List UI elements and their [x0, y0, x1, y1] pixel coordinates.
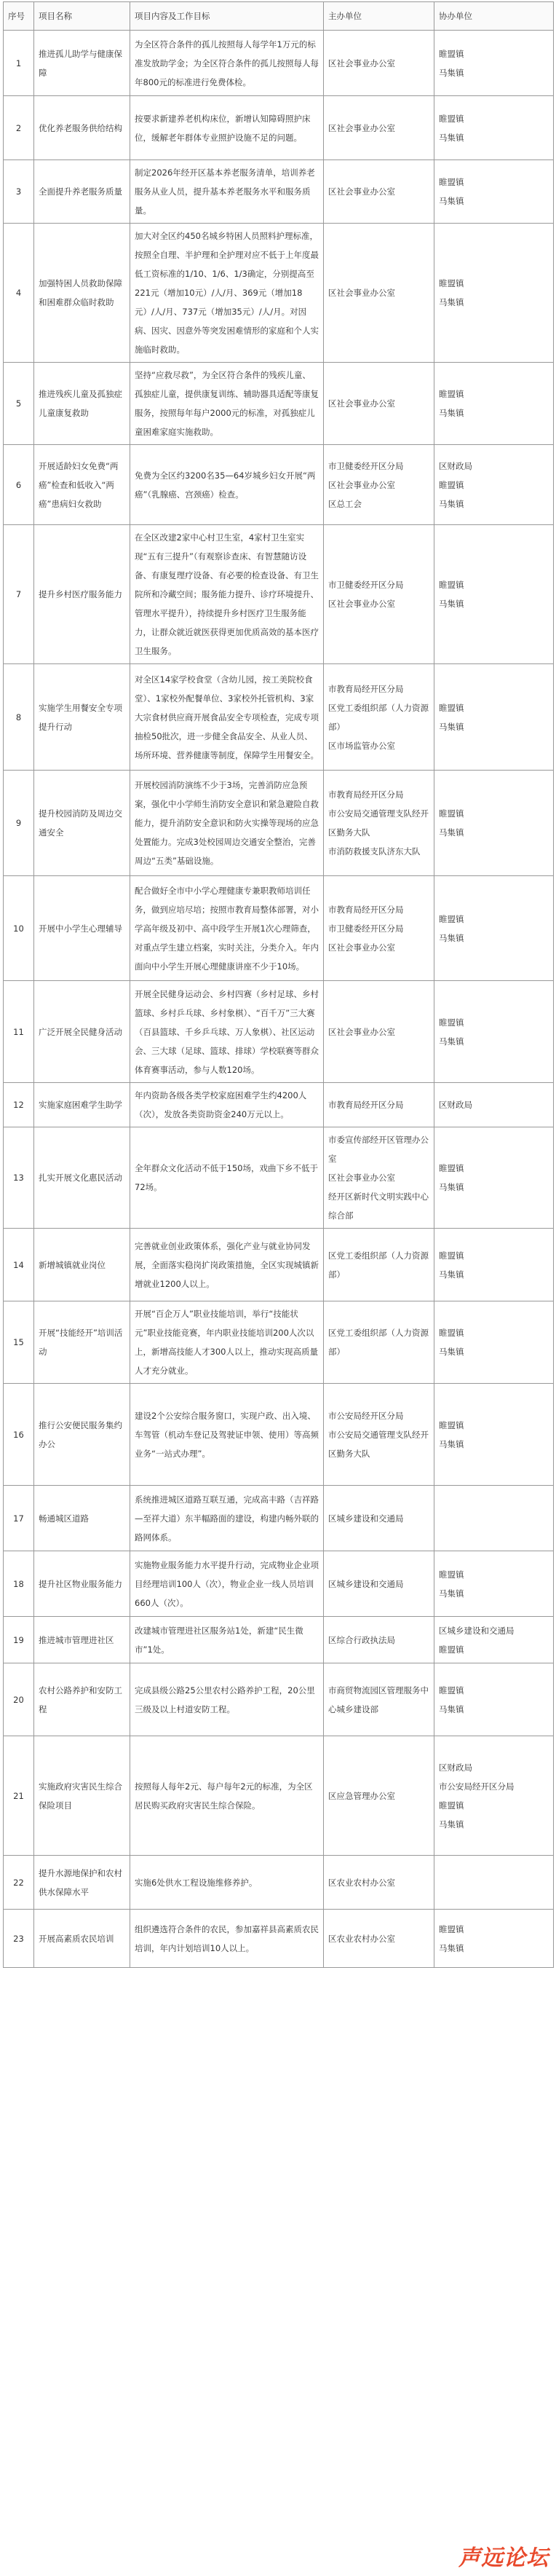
row-assist	[434, 363, 554, 445]
assist-unit: 马集镇	[439, 827, 464, 838]
row-lead	[324, 160, 434, 224]
lead-unit: 区社会事业办公室	[328, 479, 395, 490]
assist-unit: 马集镇	[439, 67, 464, 78]
row-lead	[324, 1856, 434, 1910]
table-row	[4, 876, 554, 981]
row-name: 提升水源地保护和农村供水保障水平	[34, 1856, 130, 1910]
row-assist	[434, 1617, 554, 1663]
table-row	[4, 1736, 554, 1856]
row-lead	[324, 445, 434, 525]
row-name: 推进孤儿助学与健康保障	[34, 31, 130, 96]
row-assist	[434, 1736, 554, 1856]
lead-unit: 区市场监管办公室	[328, 740, 395, 751]
row-assist	[434, 1127, 554, 1229]
row-assist	[434, 1301, 554, 1384]
row-name: 加强特困人员救助保障和困难群众临时救助	[34, 224, 130, 363]
row-no: 21	[4, 1736, 34, 1856]
row-content: 系统推进城区道路互联互通，完成高丰路（吉祥路—至祥大道）东半幅路面的建设，构建内畅外联的路网体系。	[130, 1486, 324, 1551]
row-name: 优化养老服务供给结构	[34, 96, 130, 160]
assist-unit: 睢盟镇	[439, 113, 464, 124]
row-assist	[434, 31, 554, 96]
lead-unit: 区党工委组织部（人力资源部）	[328, 1328, 429, 1357]
row-lead	[324, 224, 434, 363]
header-content: 项目内容及工作目标	[130, 2, 324, 31]
row-lead	[324, 1910, 434, 1968]
assist-unit: 睢盟镇	[439, 389, 464, 399]
lead-unit: 市商贸物流园区管理服务中心城乡建设部	[328, 1685, 429, 1714]
assist-unit: 马集镇	[439, 599, 464, 609]
lead-unit: 区社会事业办公室	[328, 1026, 395, 1037]
row-content: 坚持“应救尽救”，为全区符合条件的残疾儿童、孤独症儿童，提供康复训练、辅助器具适配等康复服务，按照每年每户2000元的标准，对孤独症儿童困难家庭实施救助。	[130, 363, 324, 445]
row-no: 7	[4, 525, 34, 664]
row-no: 9	[4, 771, 34, 876]
table-row	[4, 1856, 554, 1910]
row-lead	[324, 876, 434, 981]
row-no: 1	[4, 31, 34, 96]
row-lead	[324, 664, 434, 771]
row-lead	[324, 1617, 434, 1663]
row-no: 10	[4, 876, 34, 981]
lead-unit: 市卫健委经开区分局	[328, 923, 404, 934]
row-content: 按照每人每年2元、每户每年2元的标准，为全区居民购买政府灾害民生综合保险。	[130, 1736, 324, 1856]
row-lead	[324, 31, 434, 96]
row-lead	[324, 1301, 434, 1384]
row-assist	[434, 1083, 554, 1127]
row-no: 5	[4, 363, 34, 445]
watermark-logo: 声远论坛	[458, 2545, 549, 2571]
assist-unit: 马集镇	[439, 1588, 464, 1599]
assist-unit: 区财政局	[439, 460, 472, 471]
row-no: 3	[4, 160, 34, 224]
table-row	[4, 1551, 554, 1617]
row-name: 提升校园消防及周边交通安全	[34, 771, 130, 876]
row-no: 18	[4, 1551, 34, 1617]
row-lead	[324, 1551, 434, 1617]
row-name: 实施家庭困难学生助学	[34, 1083, 130, 1127]
row-assist	[434, 96, 554, 160]
row-assist	[434, 160, 554, 224]
assist-unit: 睢盟镇	[439, 1250, 464, 1261]
row-name: 提升乡村医疗服务能力	[34, 525, 130, 664]
assist-unit: 马集镇	[439, 297, 464, 307]
row-name: 推进残疾儿童及孤独症儿童康复救助	[34, 363, 130, 445]
lead-unit: 区社会事业办公室	[328, 58, 395, 68]
lead-unit: 市卫健委经开区分局	[328, 580, 404, 590]
row-content: 为全区符合条件的孤儿按照每人每学年1万元的标准发放助学金；为全区符合条件的孤儿按照每人每年800元的标准进行免费体检。	[130, 31, 324, 96]
lead-unit: 市教育局经开区分局	[328, 683, 404, 694]
assist-unit: 马集镇	[439, 721, 464, 732]
row-content: 在全区改建2家中心村卫生室，4家村卫生室实现“五有三提升”（有观察诊查床、有智慧随访设备、有康复理疗设备、有必要的检查设备、有卫生院所和冷藏空间；服务能力提升、诊疗环境提升、管理水平提升），持续提升乡村医疗卫生服务能力，让群众就近就医获得更加优质高效的基本医疗卫生服务。	[130, 525, 324, 664]
row-content: 改建城市管理进社区服务站1处，新建“民生微市”1处。	[130, 1617, 324, 1663]
lead-unit: 区社会事业办公室	[328, 288, 395, 298]
row-name: 全面提升养老服务质量	[34, 160, 130, 224]
row-name: 广泛开展全民健身活动	[34, 981, 130, 1083]
table-row	[4, 31, 554, 96]
header-no: 序号	[4, 2, 34, 31]
row-lead	[324, 981, 434, 1083]
row-assist	[434, 1910, 554, 1968]
row-no: 12	[4, 1083, 34, 1127]
assist-unit: 睢盟镇	[439, 1569, 464, 1580]
row-assist	[434, 525, 554, 664]
row-lead	[324, 96, 434, 160]
assist-unit: 睢盟镇	[439, 1419, 464, 1430]
row-content: 按要求新建养老机构床位，新增认知障碍照护床位，缓解老年群体专业照护设施不足的问题。	[130, 96, 324, 160]
row-name: 开展“技能经开”培训活动	[34, 1301, 130, 1384]
project-table	[3, 1, 554, 1968]
row-lead	[324, 1486, 434, 1551]
table-row	[4, 664, 554, 771]
table-row	[4, 224, 554, 363]
assist-unit: 马集镇	[439, 132, 464, 143]
lead-unit: 经开区新时代文明实践中心综合部	[328, 1192, 429, 1221]
row-assist	[434, 1856, 554, 1910]
row-no: 22	[4, 1856, 34, 1910]
assist-unit: 马集镇	[439, 1347, 464, 1357]
assist-unit: 马集镇	[439, 1819, 464, 1829]
lead-unit: 区农业农村办公室	[328, 1877, 395, 1888]
row-content: 完成县级公路25公里农村公路养护工程，20公里三级及以上村道安防工程。	[130, 1663, 324, 1736]
row-name: 畅通城区道路	[34, 1486, 130, 1551]
row-content: 组织遴选符合条件的农民，参加嘉祥县高素质农民培训，年内计划培训10人以上。	[130, 1910, 324, 1968]
row-no: 13	[4, 1127, 34, 1229]
row-lead	[324, 1229, 434, 1301]
table-body	[4, 31, 554, 1968]
assist-unit: 睢盟镇	[439, 1644, 464, 1655]
row-content: 完善就业创业政策体系，强化产业与就业协同发展，全面落实稳岗扩岗政策措施，全区实现城镇新增就业1200人以上。	[130, 1229, 324, 1301]
row-content: 开展“百企万人”职业技能培训，举行“技能状元”职业技能竞赛，年内职业技能培训200人次以上，新增高技能人才300人以上，推动实现高质量人才充分就业。	[130, 1301, 324, 1384]
assist-unit: 睢盟镇	[439, 1923, 464, 1934]
row-lead	[324, 1384, 434, 1486]
lead-unit: 区总工会	[328, 498, 362, 509]
row-assist	[434, 771, 554, 876]
lead-unit: 市公安局交通管理支队经开区勤务大队	[328, 808, 429, 838]
table-row	[4, 363, 554, 445]
row-content: 加大对全区约450名城乡特困人员照料护理标准，按照全自理、半护理和全护理对应不低于上年度最低工资标准的1/10、1/6、1/3确定，分别提高至221元（增加10元）/人/月、369元（增加18元）/人/月、737元（增加35元）/人/月。对因病、因灾、因意外等突发困难情形的家庭和个人实施临时救助。	[130, 224, 324, 363]
row-no: 20	[4, 1663, 34, 1736]
row-no: 17	[4, 1486, 34, 1551]
assist-unit: 睢盟镇	[439, 48, 464, 59]
row-lead	[324, 1083, 434, 1127]
assist-unit: 区城乡建设和交通局	[439, 1625, 515, 1636]
row-name: 新增城镇就业岗位	[34, 1229, 130, 1301]
row-no: 16	[4, 1384, 34, 1486]
table-header-row	[4, 2, 554, 31]
row-assist	[434, 1229, 554, 1301]
row-assist	[434, 445, 554, 525]
assist-unit: 马集镇	[439, 1438, 464, 1449]
table-row	[4, 1384, 554, 1486]
table-row	[4, 1229, 554, 1301]
row-lead	[324, 771, 434, 876]
row-name: 实施学生用餐安全专项提升行动	[34, 664, 130, 771]
header-assist: 协办单位	[434, 2, 554, 31]
lead-unit: 市消防救援支队济东大队	[328, 846, 421, 856]
row-content: 开展全民健身运动会、乡村四赛（乡村足球、乡村篮球、乡村乒乓球、乡村象棋）、“百千万”三大赛（百县篮球、千乡乒乓球、万人象棋）、社区运动会、三大球（足球、篮球、排球）学校联赛等群众体育赛事活动，参与人数120场。	[130, 981, 324, 1083]
row-no: 23	[4, 1910, 34, 1968]
row-content: 实施物业服务能力水平提升行动，完成物业企业项目经理培训100人（次），物业企业一线人员培训660人（次）。	[130, 1551, 324, 1617]
row-assist	[434, 1663, 554, 1736]
lead-unit: 区社会事业办公室	[328, 942, 395, 953]
header-name: 项目名称	[34, 2, 130, 31]
assist-unit: 马集镇	[439, 498, 464, 509]
row-assist	[434, 1384, 554, 1486]
table-row	[4, 981, 554, 1083]
row-content: 制定2026年经开区基本养老服务清单，培训养老服务从业人员，提升基本养老服务水平和服务质量。	[130, 160, 324, 224]
table-row	[4, 1617, 554, 1663]
row-name: 提升社区物业服务能力	[34, 1551, 130, 1617]
table-row	[4, 525, 554, 664]
row-assist	[434, 876, 554, 981]
table-row	[4, 1910, 554, 1968]
assist-unit: 区财政局	[439, 1762, 472, 1773]
row-no: 14	[4, 1229, 34, 1301]
table-row	[4, 1486, 554, 1551]
row-content: 配合做好全市中小学心理健康专兼职教师培训任务，做到应培尽培；按照市教育局整体部署，对小学高年级及初中、高中段学生开展1次心理筛查，对重点学生建立档案，实时关注，分类介入。年内面向中小学生开展心理健康讲座不少于10场。	[130, 876, 324, 981]
row-assist	[434, 1551, 554, 1617]
header-lead: 主办单位	[324, 2, 434, 31]
assist-unit: 睢盟镇	[439, 1163, 464, 1173]
lead-unit: 市教育局经开区分局	[328, 904, 404, 915]
lead-unit: 区社会事业办公室	[328, 122, 395, 133]
table-row	[4, 96, 554, 160]
lead-unit: 区党工委组织部（人力资源部）	[328, 702, 429, 732]
row-content: 建设2个公安综合服务窗口，实现户政、出入境、车驾管（机动车登记及驾驶证申领、使用）等高频业务“一站式办理”。	[130, 1384, 324, 1486]
lead-unit: 市委宣传部经开区管理办公室	[328, 1135, 429, 1164]
assist-unit: 市公安局经开区分局	[439, 1781, 515, 1792]
assist-unit: 睢盟镇	[439, 913, 464, 924]
row-name: 推进城市管理进社区	[34, 1617, 130, 1663]
lead-unit: 区社会事业办公室	[328, 599, 395, 609]
row-lead	[324, 1663, 434, 1736]
row-content: 免费为全区约3200名35—64岁城乡妇女开展“两癌”（乳腺癌、宫颈癌）检查。	[130, 445, 324, 525]
lead-unit: 区社会事业办公室	[328, 1173, 395, 1183]
assist-unit: 睢盟镇	[439, 1017, 464, 1028]
lead-unit: 市教育局经开区分局	[328, 789, 404, 800]
row-assist	[434, 1486, 554, 1551]
assist-unit: 马集镇	[439, 1942, 464, 1953]
assist-unit: 睢盟镇	[439, 808, 464, 819]
table-row	[4, 1663, 554, 1736]
row-name: 开展高素质农民培训	[34, 1910, 130, 1968]
row-no: 8	[4, 664, 34, 771]
table-row	[4, 1083, 554, 1127]
assist-unit: 睢盟镇	[439, 1328, 464, 1338]
row-name: 实施政府灾害民生综合保险项目	[34, 1736, 130, 1856]
lead-unit: 区农业农村办公室	[328, 1933, 395, 1944]
assist-unit: 睢盟镇	[439, 177, 464, 187]
assist-unit: 马集镇	[439, 1269, 464, 1280]
table-row	[4, 1301, 554, 1384]
row-no: 6	[4, 445, 34, 525]
table-row	[4, 160, 554, 224]
assist-unit: 马集镇	[439, 1703, 464, 1714]
lead-unit: 区城乡建设和交通局	[328, 1513, 404, 1524]
assist-unit: 睢盟镇	[439, 1685, 464, 1695]
assist-unit: 睢盟镇	[439, 702, 464, 713]
assist-unit: 马集镇	[439, 1036, 464, 1047]
row-no: 15	[4, 1301, 34, 1384]
row-assist	[434, 664, 554, 771]
table-row	[4, 1127, 554, 1229]
lead-unit: 市教育局经开区分局	[328, 1100, 404, 1110]
row-name: 开展适龄妇女免费“两癌”检查和低收入“两癌”患病妇女救助	[34, 445, 130, 525]
table-row	[4, 771, 554, 876]
row-name: 扎实开展文化惠民活动	[34, 1127, 130, 1229]
row-assist	[434, 981, 554, 1083]
row-lead	[324, 363, 434, 445]
lead-unit: 区应急管理办公室	[328, 1790, 395, 1801]
row-name: 开展中小学生心理辅导	[34, 876, 130, 981]
table-row	[4, 445, 554, 525]
row-content: 全年群众文化活动不低于150场，戏曲下乡不低于72场。	[130, 1127, 324, 1229]
row-content: 实施6处供水工程设施维修养护。	[130, 1856, 324, 1910]
lead-unit: 市公安局经开区分局	[328, 1410, 404, 1421]
lead-unit: 市公安局交通管理支队经开区勤务大队	[328, 1429, 429, 1459]
row-no: 4	[4, 224, 34, 363]
row-no: 11	[4, 981, 34, 1083]
row-no: 2	[4, 96, 34, 160]
assist-unit: 马集镇	[439, 1182, 464, 1192]
row-name: 推行公安便民服务集约办公	[34, 1384, 130, 1486]
assist-unit: 睢盟镇	[439, 479, 464, 490]
assist-unit: 睢盟镇	[439, 580, 464, 590]
row-assist	[434, 224, 554, 363]
row-lead	[324, 1127, 434, 1229]
assist-unit: 马集镇	[439, 196, 464, 206]
row-content: 年内资助各级各类学校家庭困难学生约4200人（次），发放各类资助资金240万元以上。	[130, 1083, 324, 1127]
lead-unit: 区综合行政执法局	[328, 1634, 395, 1645]
lead-unit: 区城乡建设和交通局	[328, 1578, 404, 1589]
assist-unit: 睢盟镇	[439, 278, 464, 288]
lead-unit: 区社会事业办公室	[328, 186, 395, 197]
row-content: 对全区14家学校食堂（含幼儿园，按工美院校食堂）、1家校外配餐单位、3家校外托管机构、3家大宗食材供应商开展食品安全专项检查，完成专项抽检50批次，进一步健全食品安全、从业人员、场所环境、营养健康等制度，保障学生用餐安全。	[130, 664, 324, 771]
assist-unit: 睢盟镇	[439, 1800, 464, 1811]
row-lead	[324, 1736, 434, 1856]
row-no: 19	[4, 1617, 34, 1663]
lead-unit: 区社会事业办公室	[328, 398, 395, 409]
row-lead	[324, 525, 434, 664]
lead-unit: 市卫健委经开区分局	[328, 460, 404, 471]
row-name: 农村公路养护和安防工程	[34, 1663, 130, 1736]
assist-unit: 马集镇	[439, 932, 464, 943]
lead-unit: 区党工委组织部（人力资源部）	[328, 1250, 429, 1280]
assist-unit: 区财政局	[439, 1100, 472, 1110]
assist-unit: 马集镇	[439, 408, 464, 418]
row-content: 开展校园消防演练不少于3场，完善消防应急预案，强化中小学师生消防安全意识和紧急避险自救能力，提升消防安全意识和防火实操等现场的应急处置能力。完成3处校园周边交通安全整治，完善周边“五类”基础设施。	[130, 771, 324, 876]
